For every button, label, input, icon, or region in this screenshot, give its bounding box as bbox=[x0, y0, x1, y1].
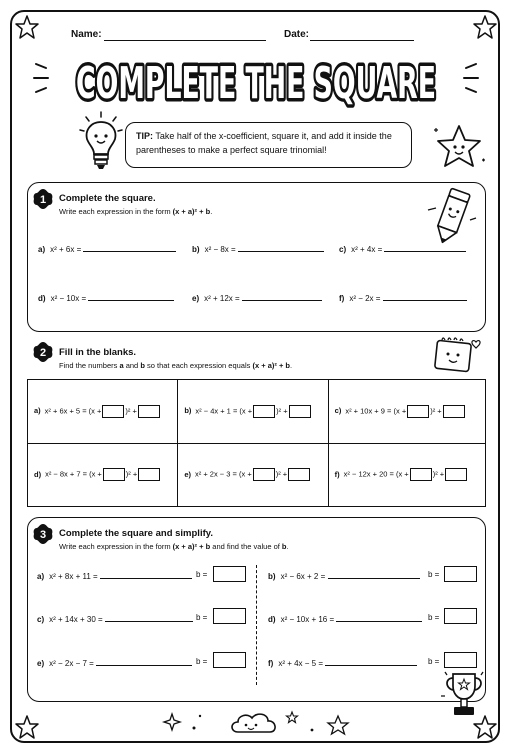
s1-item-a: a) x² + 6x = bbox=[38, 243, 176, 254]
blank-b-box[interactable] bbox=[138, 405, 160, 418]
b-answer-box[interactable] bbox=[444, 566, 477, 582]
answer-line[interactable] bbox=[83, 243, 176, 252]
blank-b-box[interactable] bbox=[288, 468, 310, 481]
s2-item-f: f) x² − 12x + 20 = (x + )² + bbox=[328, 443, 485, 507]
answer-line[interactable] bbox=[105, 613, 193, 622]
s2-item-e: e) x² + 2x − 3 = (x + )² + bbox=[178, 443, 328, 507]
b-label: b = bbox=[428, 570, 440, 579]
section-1-heading: Complete the square. bbox=[59, 193, 156, 204]
tip-box bbox=[125, 122, 412, 168]
date-label: Date: bbox=[284, 29, 310, 40]
sparkle-lines-icon bbox=[458, 58, 482, 98]
s2-item-c: c) x² + 10x + 9 = (x + )² + bbox=[328, 380, 485, 444]
blank-a-box[interactable] bbox=[410, 468, 432, 481]
b-answer-box[interactable] bbox=[444, 608, 477, 624]
lightbulb-icon bbox=[78, 110, 124, 172]
blank-b-box[interactable] bbox=[138, 468, 160, 481]
s3-item-a: a) x² + 8x + 11 = bbox=[37, 570, 192, 581]
star-corner-icon bbox=[472, 14, 498, 40]
blank-b-box[interactable] bbox=[443, 405, 465, 418]
b-answer-box[interactable] bbox=[444, 652, 477, 668]
fill-blanks-grid bbox=[27, 379, 486, 507]
section-3-instruction: Write each expression in the form (x + a)² + b and find the value of b. bbox=[59, 542, 289, 551]
section-3-number: 3 bbox=[39, 529, 47, 541]
blank-b-box[interactable] bbox=[289, 405, 311, 418]
page-title bbox=[70, 50, 442, 112]
sparkle-lines-icon bbox=[30, 58, 54, 98]
b-label: b = bbox=[196, 570, 208, 579]
smiling-star-icon bbox=[432, 122, 486, 174]
answer-line[interactable] bbox=[100, 570, 192, 579]
name-field[interactable] bbox=[104, 40, 266, 41]
s3-item-c: c) x² + 14x + 30 = bbox=[37, 613, 193, 624]
blank-a-box[interactable] bbox=[253, 405, 275, 418]
b-answer-box[interactable] bbox=[213, 608, 246, 624]
page-title-text: COMPLETE THE SQUARE bbox=[76, 58, 436, 109]
section-2-instruction: Find the numbers a and b so that each expression equals (x + a)² + b. bbox=[59, 361, 293, 370]
blank-a-box[interactable] bbox=[102, 405, 124, 418]
answer-line[interactable] bbox=[325, 657, 417, 666]
b-answer-box[interactable] bbox=[213, 566, 246, 582]
answer-line[interactable] bbox=[238, 243, 324, 252]
answer-line[interactable] bbox=[96, 657, 192, 666]
tip-label: TIP: bbox=[136, 131, 153, 141]
answer-line[interactable] bbox=[336, 613, 422, 622]
footer-cloud-doodle bbox=[160, 708, 354, 738]
s1-item-f: f) x² − 2x = bbox=[339, 292, 467, 303]
b-answer-box[interactable] bbox=[213, 652, 246, 668]
star-corner-icon bbox=[14, 714, 40, 740]
b-label: b = bbox=[196, 613, 208, 622]
answer-line[interactable] bbox=[88, 292, 174, 301]
section-2-badge bbox=[32, 341, 54, 363]
b-label: b = bbox=[196, 657, 208, 666]
s3-item-d: d) x² − 10x + 16 = bbox=[268, 613, 422, 624]
answer-line[interactable] bbox=[242, 292, 322, 301]
s2-item-b: b) x² − 4x + 1 = (x + )² + bbox=[178, 380, 328, 444]
section-1-panel bbox=[27, 182, 486, 332]
answer-line[interactable] bbox=[328, 570, 420, 579]
section-1-number: 1 bbox=[39, 194, 47, 206]
answer-line[interactable] bbox=[383, 292, 467, 301]
s1-item-b: b) x² − 8x = bbox=[192, 243, 324, 254]
trophy-icon bbox=[437, 668, 491, 722]
blank-a-box[interactable] bbox=[253, 468, 275, 481]
section-3-heading: Complete the square and simplify. bbox=[59, 528, 213, 539]
section-1-instruction: Write each expression in the form (x + a)² + b. bbox=[59, 207, 213, 216]
name-label: Name: bbox=[71, 29, 102, 40]
blank-b-box[interactable] bbox=[445, 468, 467, 481]
s1-item-c: c) x² + 4x = bbox=[339, 243, 466, 254]
blank-a-box[interactable] bbox=[407, 405, 429, 418]
b-label: b = bbox=[428, 613, 440, 622]
star-corner-icon bbox=[14, 14, 40, 40]
tip-text: Take half of the x-coefficient, square it, and add it inside the parentheses to make a perfect square trinomial! bbox=[136, 131, 392, 155]
s3-item-f: f) x² + 4x − 5 = bbox=[268, 657, 417, 668]
date-field[interactable] bbox=[310, 40, 414, 41]
s3-item-e: e) x² − 2x − 7 = bbox=[37, 657, 192, 668]
s3-item-b: b) x² − 6x + 2 = bbox=[268, 570, 420, 581]
notepad-mascot-icon bbox=[430, 334, 486, 376]
section-2-number: 2 bbox=[39, 347, 47, 359]
section-1-badge bbox=[32, 188, 54, 210]
s1-item-d: d) x² − 10x = bbox=[38, 292, 174, 303]
blank-a-box[interactable] bbox=[103, 468, 125, 481]
b-label: b = bbox=[428, 657, 440, 666]
section-2-heading: Fill in the blanks. bbox=[59, 347, 137, 358]
s2-item-d: d) x² − 8x + 7 = (x + )² + bbox=[28, 443, 178, 507]
pencil-mascot-icon bbox=[424, 186, 480, 248]
column-divider bbox=[256, 565, 257, 685]
s2-item-a: a) x² + 6x + 5 = (x + )² + bbox=[28, 380, 178, 444]
s1-item-e: e) x² + 12x = bbox=[192, 292, 322, 303]
answer-line[interactable] bbox=[384, 243, 466, 252]
section-3-badge bbox=[32, 523, 54, 545]
